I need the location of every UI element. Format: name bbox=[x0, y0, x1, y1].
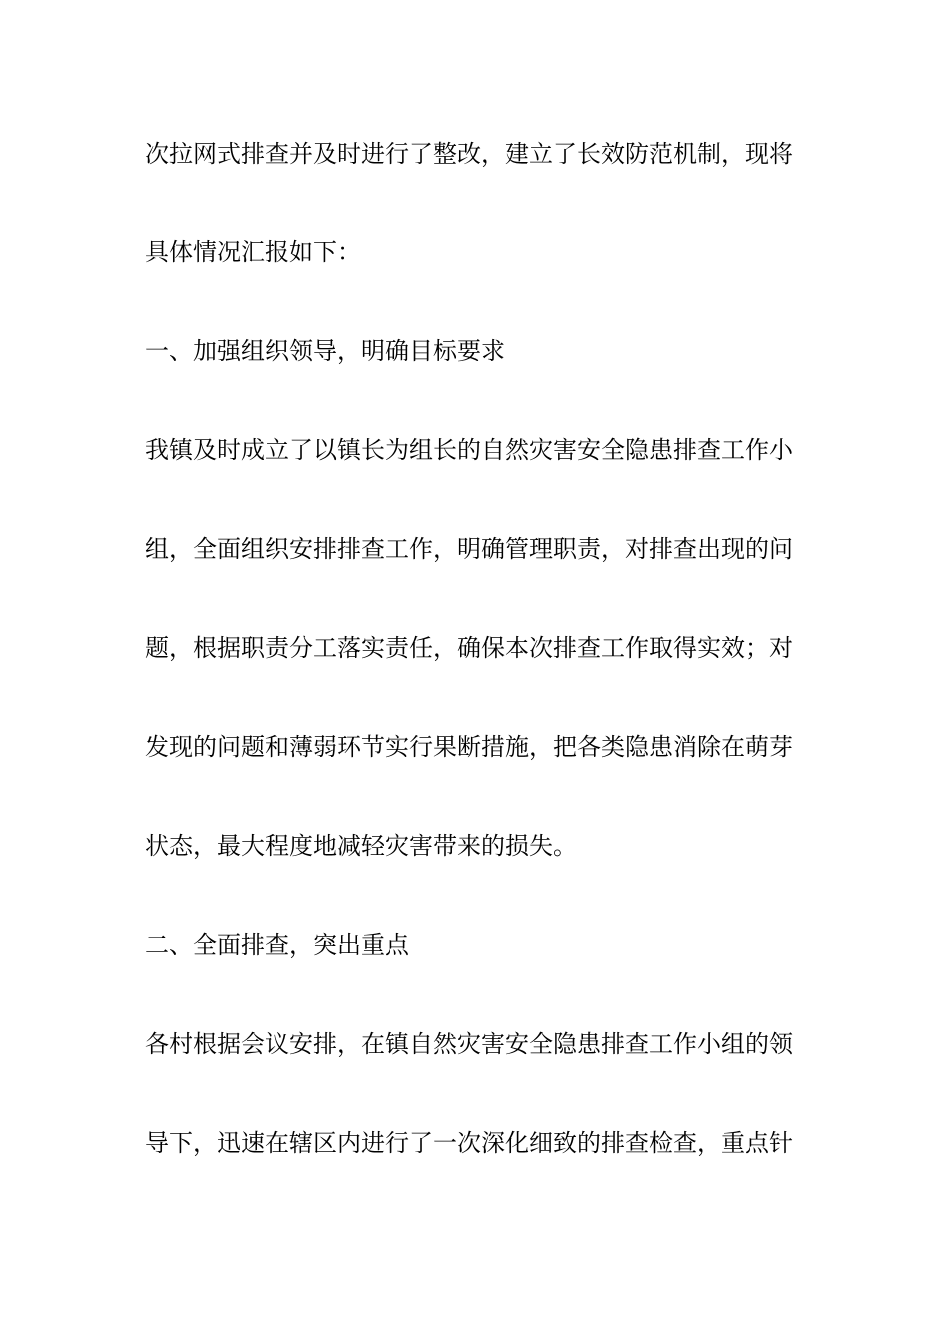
body-text-line: 状态，最大程度地减轻灾害带来的损失。 bbox=[145, 832, 577, 860]
body-text-line: 次拉网式排查并及时进行了整改，建立了长效防范机制，现将 bbox=[145, 140, 793, 168]
body-text-line: 具体情况汇报如下： bbox=[145, 238, 361, 266]
body-text-line: 组，全面组织安排排查工作，明确管理职责，对排查出现的问 bbox=[145, 535, 793, 563]
body-text-line: 发现的问题和薄弱环节实行果断措施，把各类隐患消除在萌芽 bbox=[145, 733, 793, 761]
body-text-line: 我镇及时成立了以镇长为组长的自然灾害安全隐患排查工作小 bbox=[145, 436, 793, 464]
body-text-line: 各村根据会议安排，在镇自然灾害安全隐患排查工作小组的领 bbox=[145, 1030, 793, 1058]
section-heading: 二、全面排查，突出重点 bbox=[145, 931, 409, 959]
section-heading: 一、加强组织领导，明确目标要求 bbox=[145, 337, 505, 365]
body-text-line: 题，根据职责分工落实责任，确保本次排查工作取得实效；对 bbox=[145, 634, 793, 662]
body-text-line: 导下，迅速在辖区内进行了一次深化细致的排查检查，重点针 bbox=[145, 1129, 793, 1157]
